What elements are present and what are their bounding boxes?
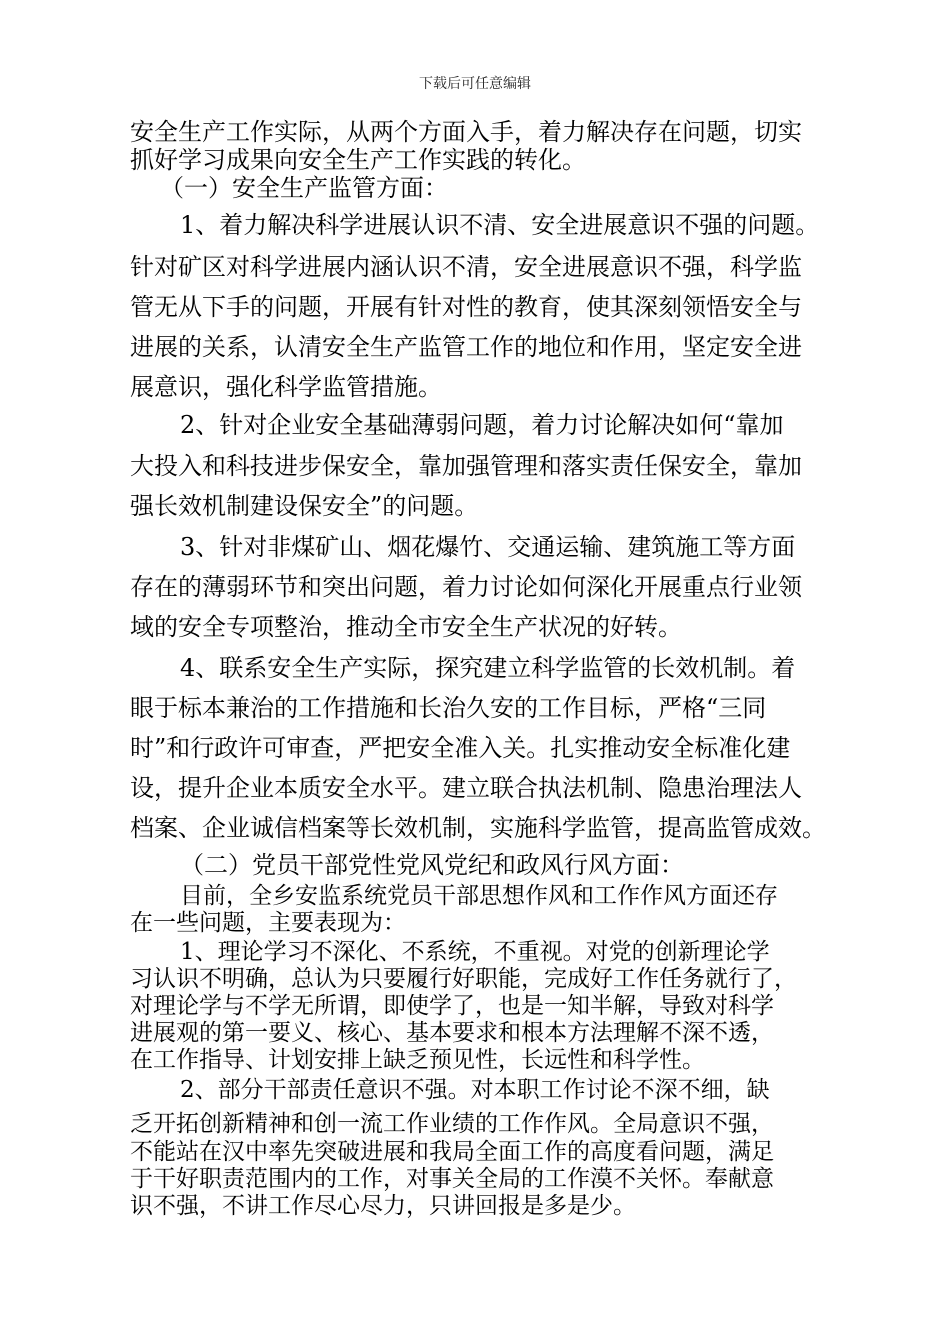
text-line: 在工作指导、计划安排上缺乏预见性，长远性和科学性。 [130,1047,705,1073]
text-line: 安全生产工作实际，从两个方面入手，着力解决存在问题，切实 [130,118,802,146]
text-line: 习认识不明确，总认为只要履行好职能，完成好工作任务就行了， [130,966,797,992]
text-line: 展意识，强化科学监管措施。 [130,373,442,401]
text-line: 针对矿区对科学进展内涵认识不清，安全进展意识不强，科学监 [130,253,802,281]
text-line: 进展观的第一要义、核心、基本要求和根本方法理解不深不透， [130,1020,774,1046]
text-line: 2、针对企业安全基础薄弱问题，着力讨论解决如何“靠加 [180,411,784,439]
text-line: 存在的薄弱环节和突出问题，着力讨论如何深化开展重点行业领 [130,573,802,601]
text-line: 目前，全乡安监系统党员干部思想作风和工作作风方面还存 [180,883,778,909]
text-line: 不能站在汉中率先突破进展和我局全面工作的高度看问题，满足 [130,1139,774,1165]
text-line: 识不强，不讲工作尽心尽力，只讲回报是多是少。 [130,1193,636,1219]
text-line: （一）安全生产监管方面： [160,174,448,202]
text-line: 2、部分干部责任意识不强。对本职工作讨论不深不细，缺 [180,1077,770,1103]
text-line: 大投入和科技进步保安全，靠加强管理和落实责任保安全，靠加 [130,452,802,480]
text-line: 1、理论学习不深化、不系统，不重视。对党的创新理论学 [180,939,770,965]
text-line: 档案、企业诚信档案等长效机制，实施科学监管，提高监管成效。 [130,814,826,842]
text-line: 进展的关系，认清安全生产监管工作的地位和作用，坚定安全进 [130,333,802,361]
text-line: 域的安全专项整治，推动全市安全生产状况的好转。 [130,613,682,641]
text-line: 于干好职责范围内的工作，对事关全局的工作漠不关怀。奉献意 [130,1166,774,1192]
text-line: 管无从下手的问题，开展有针对性的教育，使其深刻领悟安全与 [130,293,802,321]
text-line: 对理论学与不学无所谓，即使学了，也是一知半解，导致对科学 [130,993,774,1019]
text-line: 在一些问题，主要表现为： [130,910,406,936]
text-line: 设，提升企业本质安全水平。建立联合执法机制、隐患治理法人 [130,774,802,802]
text-line: 强长效机制建设保安全”的问题。 [130,492,479,520]
text-line: （二）党员干部党性党风党纪和政风行风方面： [180,851,684,879]
page-header: 下载后可任意编辑 [419,76,531,92]
text-line: 乏开拓创新精神和创一流工作业绩的工作作风。全局意识不强， [130,1111,774,1137]
text-line: 4、联系安全生产实际，探究建立科学监管的长效机制。着 [180,654,796,682]
text-line: 抓好学习成果向安全生产工作实践的转化。 [130,146,586,174]
text-line: 3、针对非煤矿山、烟花爆竹、交通运输、建筑施工等方面 [180,533,796,561]
text-line: 时”和行政许可审查，严把安全准入关。扎实推动安全标准化建 [130,734,791,762]
text-line: 眼于标本兼治的工作措施和长治久安的工作目标，严格“三同 [130,694,767,722]
text-line: 1、着力解决科学进展认识不清、安全进展意识不强的问题。 [180,211,820,239]
